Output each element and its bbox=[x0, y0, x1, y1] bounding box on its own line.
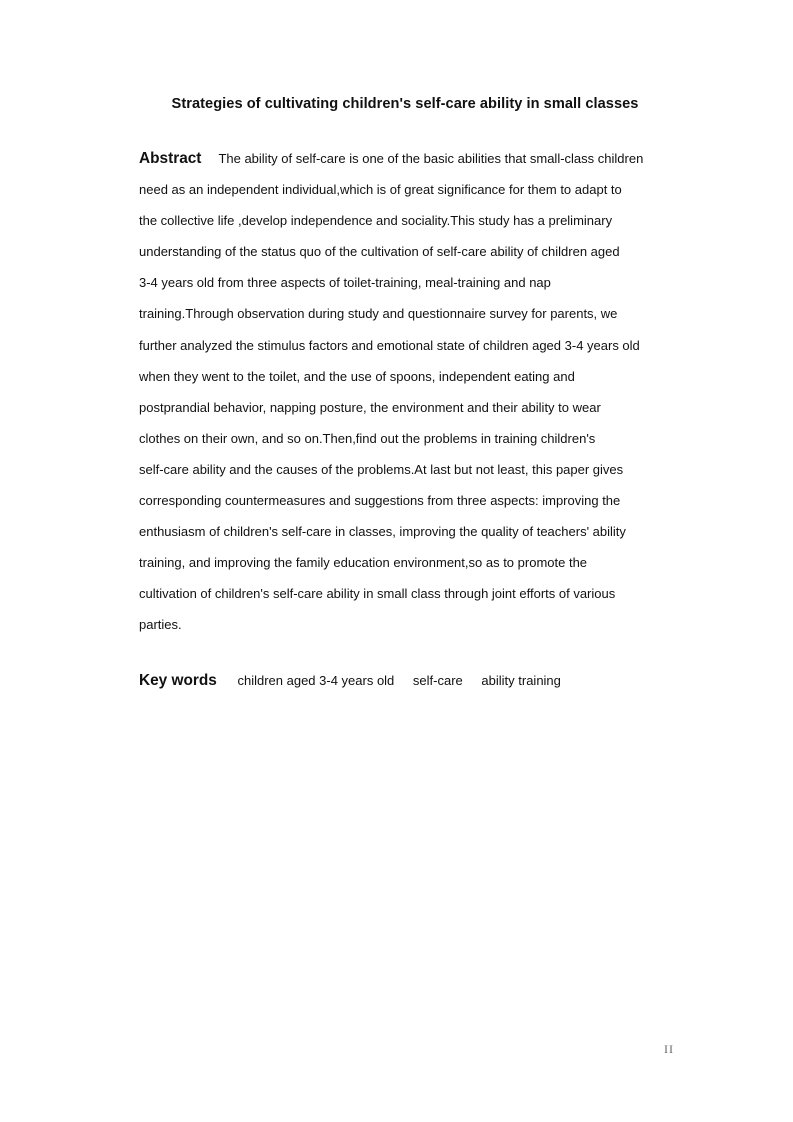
abstract-line: when they went to the toilet, and the use of spoons, independent eating and bbox=[139, 368, 575, 384]
abstract-line: postprandial behavior, napping posture, the environment and their ability to wear bbox=[139, 399, 601, 415]
abstract-line: cultivation of children's self-care ability in small class through joint efforts of various bbox=[139, 586, 616, 602]
keyword-item: ability training bbox=[481, 673, 561, 688]
abstract-line: corresponding countermeasures and suggestions from three aspects: improving the bbox=[139, 493, 621, 509]
abstract-text: The ability of self-care is one of the basic abilities that small-class children bbox=[218, 151, 644, 166]
keywords-section bbox=[139, 672, 576, 690]
abstract-line: parties. bbox=[139, 617, 182, 633]
keyword-item: self-care bbox=[412, 673, 463, 688]
abstract-line: 3-4 years old from three aspects of toilet-training, meal-training and nap bbox=[139, 275, 551, 291]
abstract-line: the collective life ,develop independence and sociality.This study has a preliminary bbox=[139, 213, 613, 229]
abstract-line: training.Through observation during study and questionnaire survey for parents, we bbox=[139, 306, 618, 322]
abstract-line bbox=[139, 143, 679, 174]
abstract-line: clothes on their own, and so on.Then,find out the problems in training children's bbox=[139, 430, 596, 446]
keywords-label: Key words bbox=[139, 672, 217, 689]
keyword-item: children aged 3-4 years old bbox=[237, 673, 395, 688]
abstract-label: Abstract bbox=[139, 150, 202, 167]
abstract-line: self-care ability and the causes of the problems.At last but not least, this paper gives bbox=[139, 461, 624, 477]
abstract-section bbox=[139, 143, 679, 641]
abstract-line: understanding of the status quo of the cultivation of self-care ability of children aged bbox=[139, 244, 620, 260]
abstract-line: further analyzed the stimulus factors and emotional state of children aged 3-4 years old bbox=[139, 337, 640, 353]
paper-title: Strategies of cultivating children's self-care ability in small classes bbox=[171, 96, 639, 112]
page-number: II bbox=[664, 1042, 674, 1056]
abstract-line: need as an independent individual,which is of great significance for them to adapt to bbox=[139, 182, 622, 198]
abstract-line: enthusiasm of children's self-care in classes, improving the quality of teachers' ability bbox=[139, 524, 626, 540]
abstract-line: training, and improving the family education environment,so as to promote the bbox=[139, 555, 588, 571]
